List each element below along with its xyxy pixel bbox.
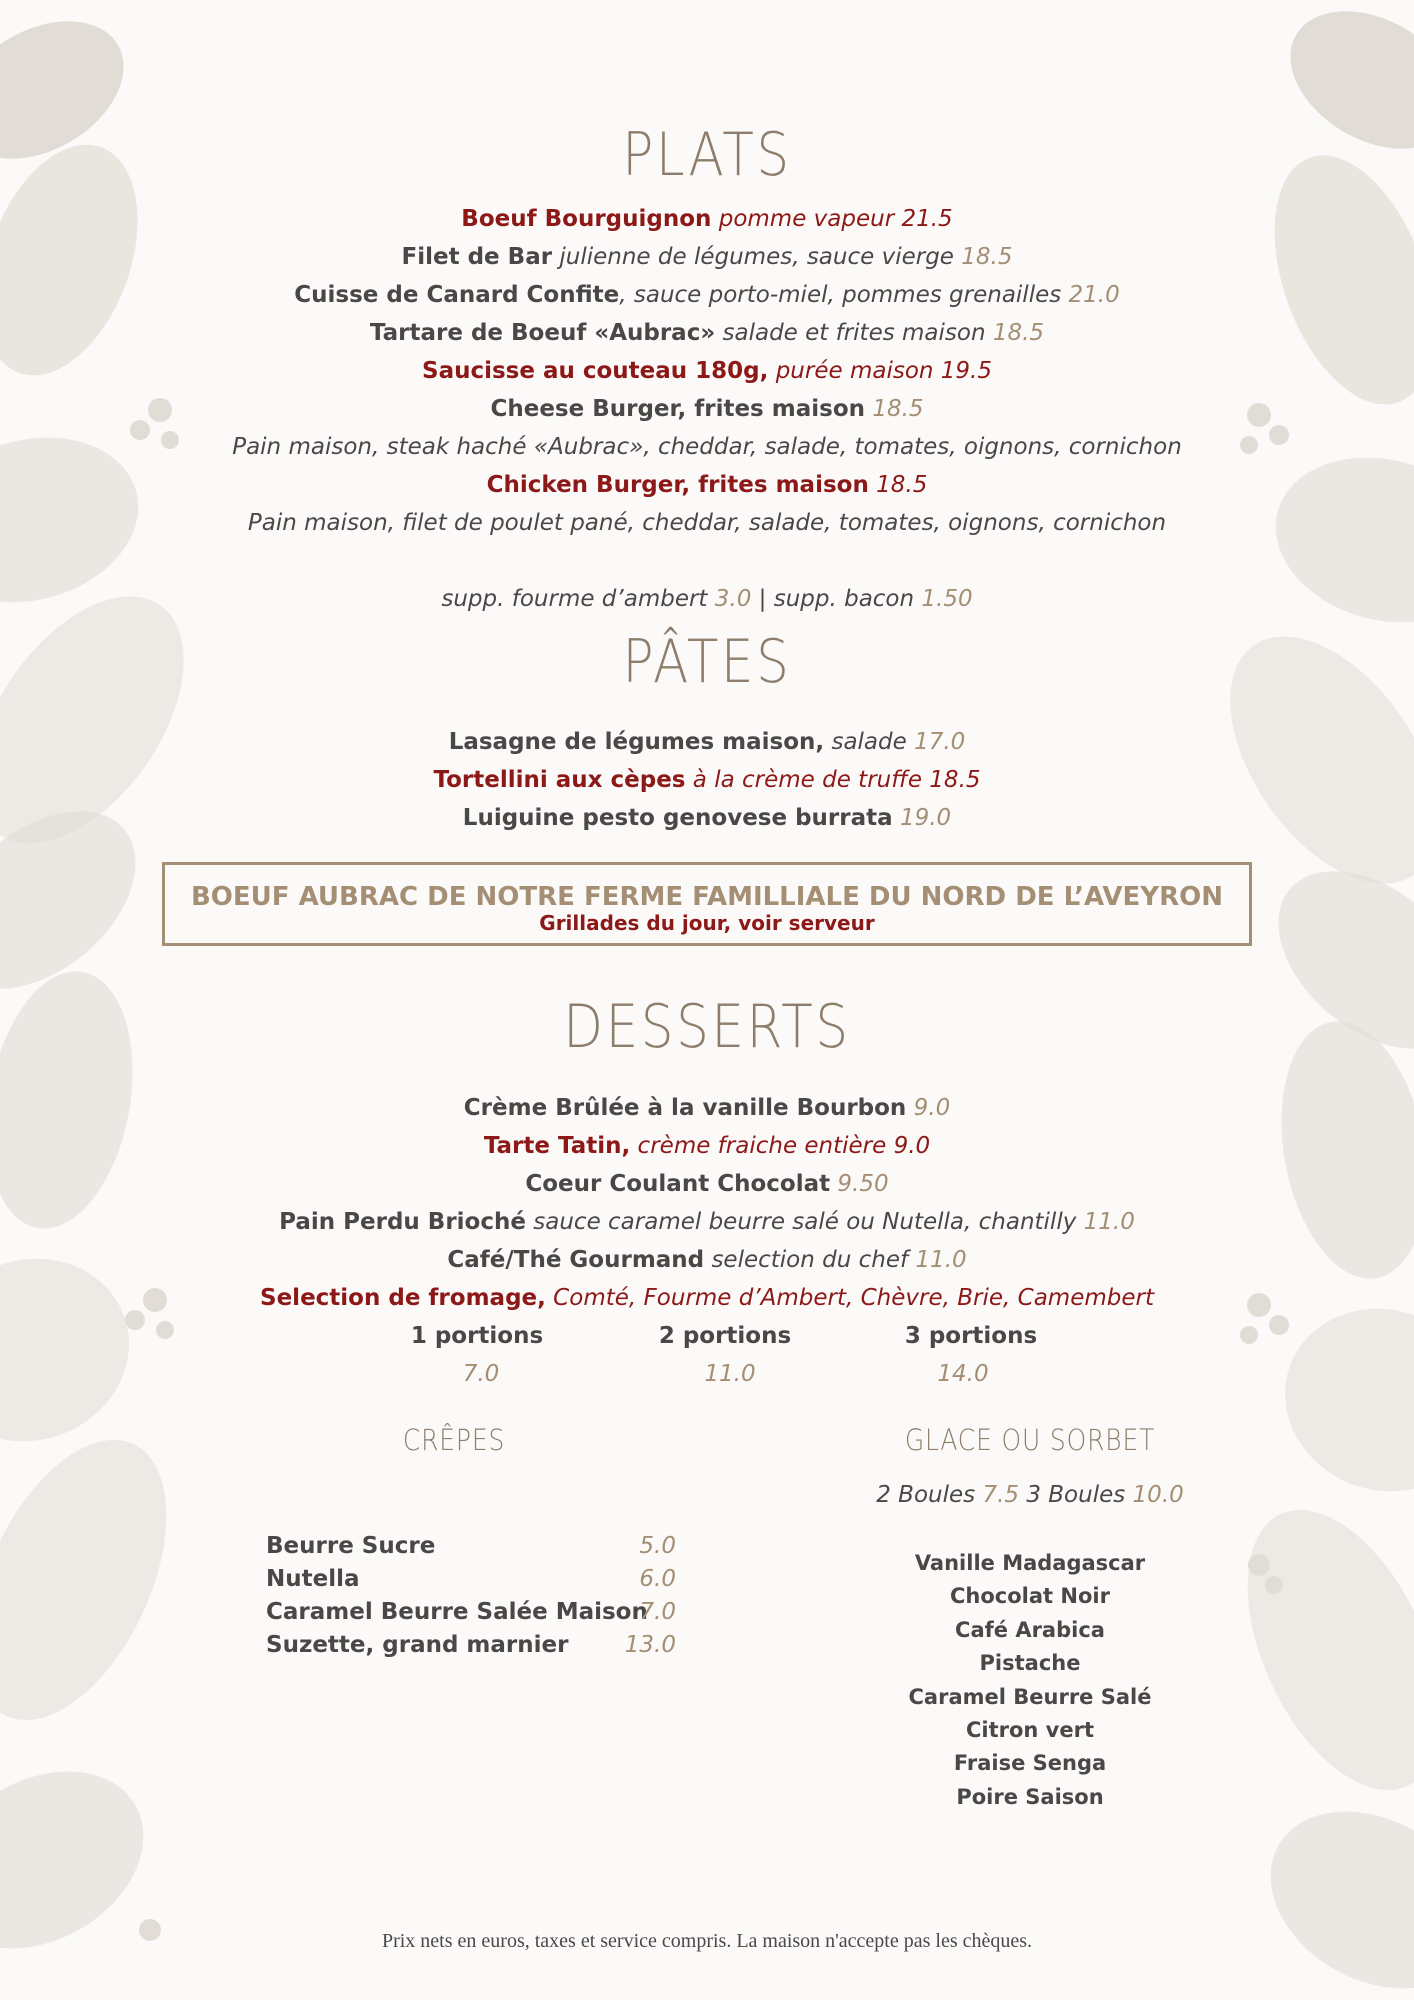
item-name: Coeur Coulant Chocolat	[525, 1171, 831, 1197]
menu-item	[200, 470, 1214, 500]
crepe-price: 13.0	[624, 1632, 676, 1658]
item-price: 9.50	[837, 1171, 889, 1197]
item-name: Boeuf Bourguignon	[461, 206, 712, 232]
portion-label: 1 portions	[410, 1323, 544, 1349]
menu-item	[200, 1283, 1214, 1313]
flavor-item: Vanille Madagascar	[914, 1551, 1146, 1575]
supplement-price: 3.0	[714, 586, 752, 612]
item-name: Cuisse de Canard Confite	[294, 282, 620, 308]
item-price: 19.0	[899, 805, 952, 831]
menu-item	[200, 765, 1214, 795]
item-price: 21.0	[1068, 282, 1120, 308]
item-name: Chicken Burger, frites maison	[486, 472, 869, 498]
list-item	[266, 1530, 686, 1563]
supplement-label: supp. fourme d’ambert	[441, 586, 715, 612]
aubrac-feature-box	[162, 862, 1252, 946]
supplement-price: 1.50	[921, 586, 973, 612]
portion-label: 3 portions	[904, 1323, 1038, 1349]
item-price: 18.5	[961, 244, 1013, 270]
menu-item	[200, 1245, 1214, 1275]
flavor-item: Fraise Senga	[953, 1751, 1107, 1776]
item-detail	[200, 432, 1214, 462]
item-price: 9.0	[913, 1095, 951, 1121]
item-detail	[200, 508, 1214, 538]
item-description	[893, 805, 900, 831]
menu-item	[200, 318, 1214, 348]
item-price: 17.0	[914, 729, 966, 755]
flavor-item: Citron vert	[965, 1718, 1095, 1743]
item-description: Comté, Fourme d’Ambert, Chèvre, Brie, Camembert	[545, 1285, 1154, 1311]
flavor-item: Pistache	[979, 1651, 1081, 1676]
item-name: Café/Thé Gourmand	[447, 1247, 705, 1273]
item-name: Pain Perdu Brioché	[279, 1209, 526, 1235]
desserts-title: DESSERTS	[563, 992, 851, 1062]
menu-item	[200, 394, 1214, 424]
item-price: 18.5	[876, 472, 928, 498]
item-price: 11.0	[915, 1247, 967, 1273]
item-name: Luiguine pesto genovese burrata	[462, 805, 893, 831]
item-description: pomme vapeur	[711, 206, 902, 232]
item-description: , sauce porto-miel, pommes grenailles	[619, 282, 1069, 308]
item-description: selection du chef	[704, 1247, 916, 1273]
aubrac-title: BOEUF AUBRAC DE NOTRE FERME FAMILLIALE DU NORD DE L’AVEYRON	[190, 882, 1223, 912]
item-description	[906, 1095, 913, 1121]
list-item	[266, 1563, 686, 1596]
item-name: Cheese Burger, frites maison	[490, 396, 865, 422]
item-name: Crème Brûlée à la vanille Bourbon	[463, 1095, 907, 1121]
menu-item	[200, 356, 1214, 386]
aubrac-subtitle: Grillades du jour, voir serveur	[539, 911, 875, 935]
item-description: salade	[824, 729, 915, 755]
glace-price: 7.5	[982, 1482, 1020, 1508]
item-name: Filet de Bar	[401, 244, 553, 270]
list-item	[266, 1629, 686, 1662]
list-item	[266, 1596, 686, 1629]
item-price: 18.5	[992, 320, 1045, 346]
portion-label: 2 portions	[658, 1323, 792, 1349]
item-price: 18.5	[929, 767, 981, 793]
glace-prices	[820, 1480, 1240, 1510]
flavor-item: Caramel Beurre Salé	[908, 1684, 1152, 1709]
menu-item	[200, 204, 1214, 234]
menu-item	[200, 1131, 1214, 1161]
portion-price: 11.0	[704, 1361, 756, 1387]
item-description: Pain maison, filet de poulet pané, cheddar, salade, tomates, oignons, cornichon	[247, 510, 1167, 536]
item-price: 9.0	[893, 1133, 931, 1159]
item-name: Tarte Tatin,	[483, 1133, 631, 1159]
right-foliage-decoration	[1214, 0, 1414, 2000]
crepe-price: 5.0	[639, 1533, 676, 1559]
item-name: Tortellini aux cèpes	[433, 767, 686, 793]
crepe-price: 7.0	[639, 1599, 676, 1625]
menu-item	[200, 1169, 1214, 1199]
item-description: à la crème de truffe	[685, 767, 930, 793]
crepes-title: CRÊPES	[402, 1423, 506, 1457]
crepe-name: Beurre Sucre	[266, 1533, 436, 1559]
supplements-line	[200, 584, 1214, 614]
menu-item	[200, 1093, 1214, 1123]
item-name: Saucisse au couteau 180g,	[422, 358, 769, 384]
flavor-item: Poire Saison	[956, 1784, 1104, 1809]
crepe-name: Nutella	[266, 1566, 360, 1592]
menu-item	[200, 280, 1214, 310]
flavor-item: Café Arabica	[955, 1617, 1105, 1642]
item-description: crème fraiche entière	[630, 1133, 894, 1159]
glace-price-label: 2 Boules	[876, 1482, 983, 1508]
item-description: Pain maison, steak haché «Aubrac», cheddar, salade, tomates, oignons, cornichon	[232, 434, 1182, 460]
glace-price: 10.0	[1132, 1482, 1184, 1508]
portion-price: 14.0	[937, 1361, 989, 1387]
menu-item	[200, 803, 1214, 833]
item-name: Lasagne de légumes maison,	[448, 729, 825, 755]
item-description: julienne de légumes, sauce vierge	[552, 244, 962, 270]
crepes-list	[266, 1530, 686, 1662]
portion-price: 7.0	[462, 1361, 500, 1387]
crepe-name: Caramel Beurre Salée Maison	[266, 1599, 648, 1625]
left-foliage-decoration	[0, 0, 200, 2000]
item-name: Tartare de Boeuf «Aubrac»	[369, 320, 716, 346]
plats-title: PLATS	[622, 120, 792, 190]
menu-item	[200, 1207, 1214, 1237]
item-price: 18.5	[872, 396, 924, 422]
glace-flavors-list	[830, 1547, 1230, 1814]
item-price: 19.5	[940, 358, 992, 384]
footer-note: Prix nets en euros, taxes et service compris. La maison n'accepte pas les chèques.	[381, 1930, 1033, 1952]
crepe-name: Suzette, grand marnier	[266, 1632, 569, 1658]
item-description: salade et frites maison	[715, 320, 993, 346]
crepe-price: 6.0	[639, 1566, 676, 1592]
menu-item	[200, 727, 1214, 757]
supplement-label: | supp. bacon	[751, 586, 922, 612]
flavor-item: Chocolat Noir	[950, 1584, 1110, 1609]
item-name: Selection de fromage,	[260, 1285, 546, 1311]
item-price: 21.5	[901, 206, 953, 232]
glace-price-label: 3 Boules	[1019, 1482, 1133, 1508]
menu-item	[200, 242, 1214, 272]
glace-title: GLACE OU SORBET	[904, 1423, 1156, 1457]
item-price: 11.0	[1083, 1209, 1135, 1235]
pates-title: PÂTES	[622, 627, 792, 697]
item-description: sauce caramel beurre salé ou Nutella, chantilly	[525, 1209, 1084, 1235]
item-description: purée maison	[768, 358, 941, 384]
